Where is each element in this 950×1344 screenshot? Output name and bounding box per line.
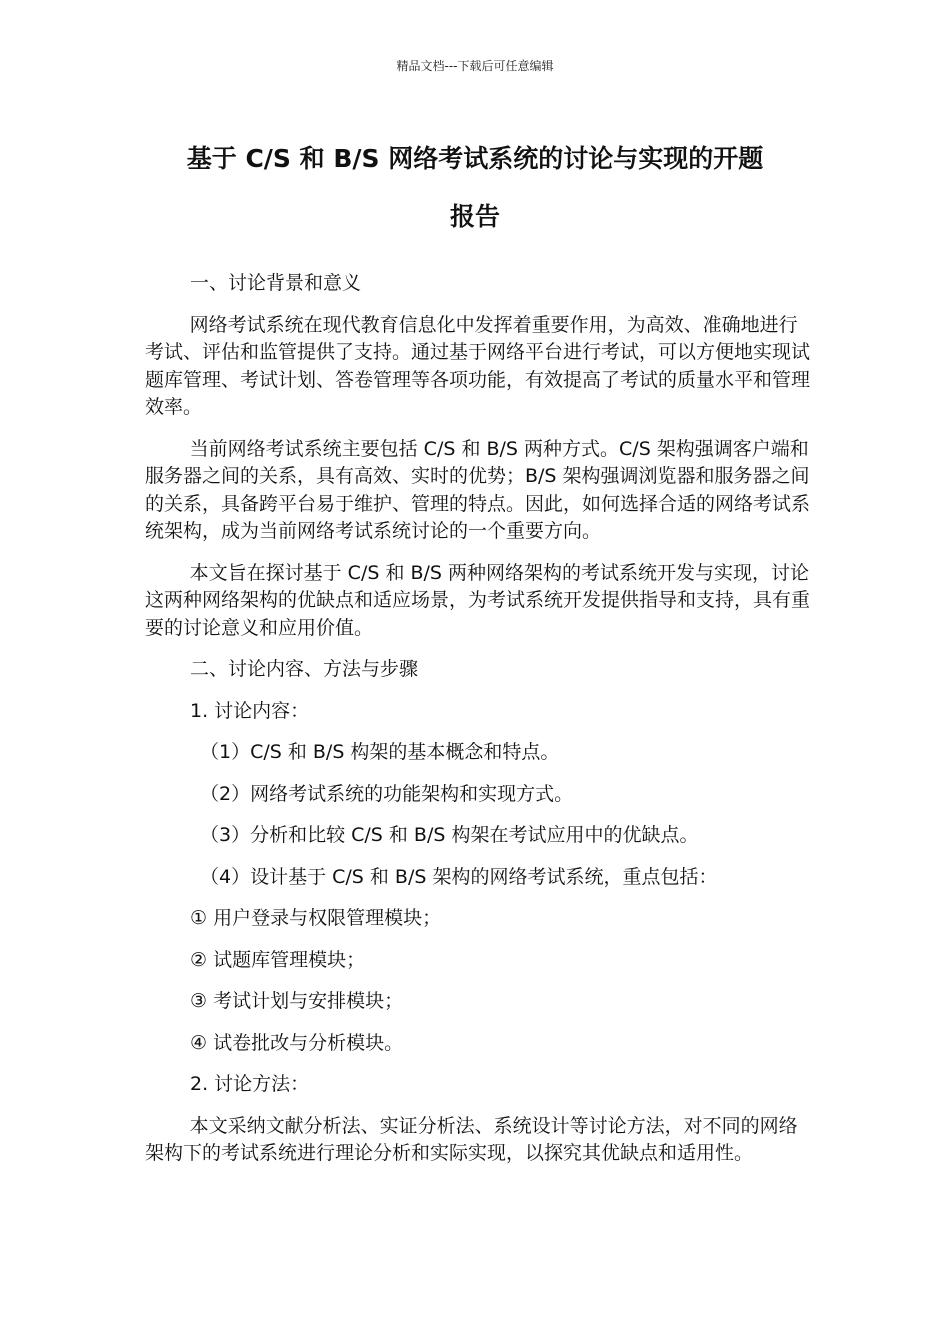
module-item-3: ③ 考试计划与安排模块； <box>190 990 404 1012</box>
paragraph-background-2: 当前网络考试系统主要包括 C/S 和 B/S 两种方式。C/S 架构强调客户端和服务器之间的关系，具有高效、实时的优势；B/S 架构强调浏览器和服务器之间的关系，具备跨平台易于维护、管理的特点。因此，如何选择合适的网络考试系统架构，成为当前网络考试系统讨论的一个重要方向。 <box>145 437 811 542</box>
module-item-1: ① 用户登录与权限管理模块； <box>190 907 442 929</box>
paragraph-method: 本文采纳文献分析法、实证分析法、系统设计等讨论方法，对不同的网络架构下的考试系统进行理论分析和实际实现，以探究其优缺点和适用性。 <box>145 1114 798 1164</box>
module-item-2: ② 试题库管理模块； <box>190 948 366 971</box>
document-body <box>145 270 810 1182</box>
content-item-3: （3）分析和比较 C/S 和 B/S 构架在考试应用中的优缺点。 <box>200 824 699 846</box>
header-note: 精品文档---下载后可任意编辑 <box>396 59 554 73</box>
section-1-heading: 一、讨论背景和意义 <box>190 272 362 294</box>
title-line-1: 基于 C/S 和 B/S 网络考试系统的讨论与实现的开题 <box>186 144 764 173</box>
module-item-4: ④ 试卷批改与分析模块。 <box>190 1031 404 1054</box>
subsection-content-heading: 1. 讨论内容： <box>190 699 310 722</box>
content-item-4: （4）设计基于 C/S 和 B/S 架构的网络考试系统，重点包括： <box>200 865 718 888</box>
content-item-2: （2）网络考试系统的功能架构和实现方式。 <box>200 782 574 805</box>
document-title <box>145 130 805 246</box>
paragraph-background-1: 网络考试系统在现代教育信息化中发挥着重要作用，为高效、准确地进行考试、评估和监管提供了支持。通过基于网络平台进行考试，可以方便地实现试题库管理、考试计划、答卷管理等各项功能，有效提高了考试的质量水平和管理效率。 <box>145 313 811 418</box>
section-2-heading: 二、讨论内容、方法与步骤 <box>190 658 419 680</box>
title-line-2: 报告 <box>449 202 500 231</box>
content-item-1: （1）C/S 和 B/S 构架的基本概念和特点。 <box>200 741 560 763</box>
subsection-method-heading: 2. 讨论方法： <box>190 1073 310 1095</box>
paragraph-background-3: 本文旨在探讨基于 C/S 和 B/S 两种网络架构的考试系统开发与实现，讨论这两种网络架构的优缺点和适应场景，为考试系统开发提供指导和支持，具有重要的讨论意义和应用价值。 <box>145 561 811 639</box>
